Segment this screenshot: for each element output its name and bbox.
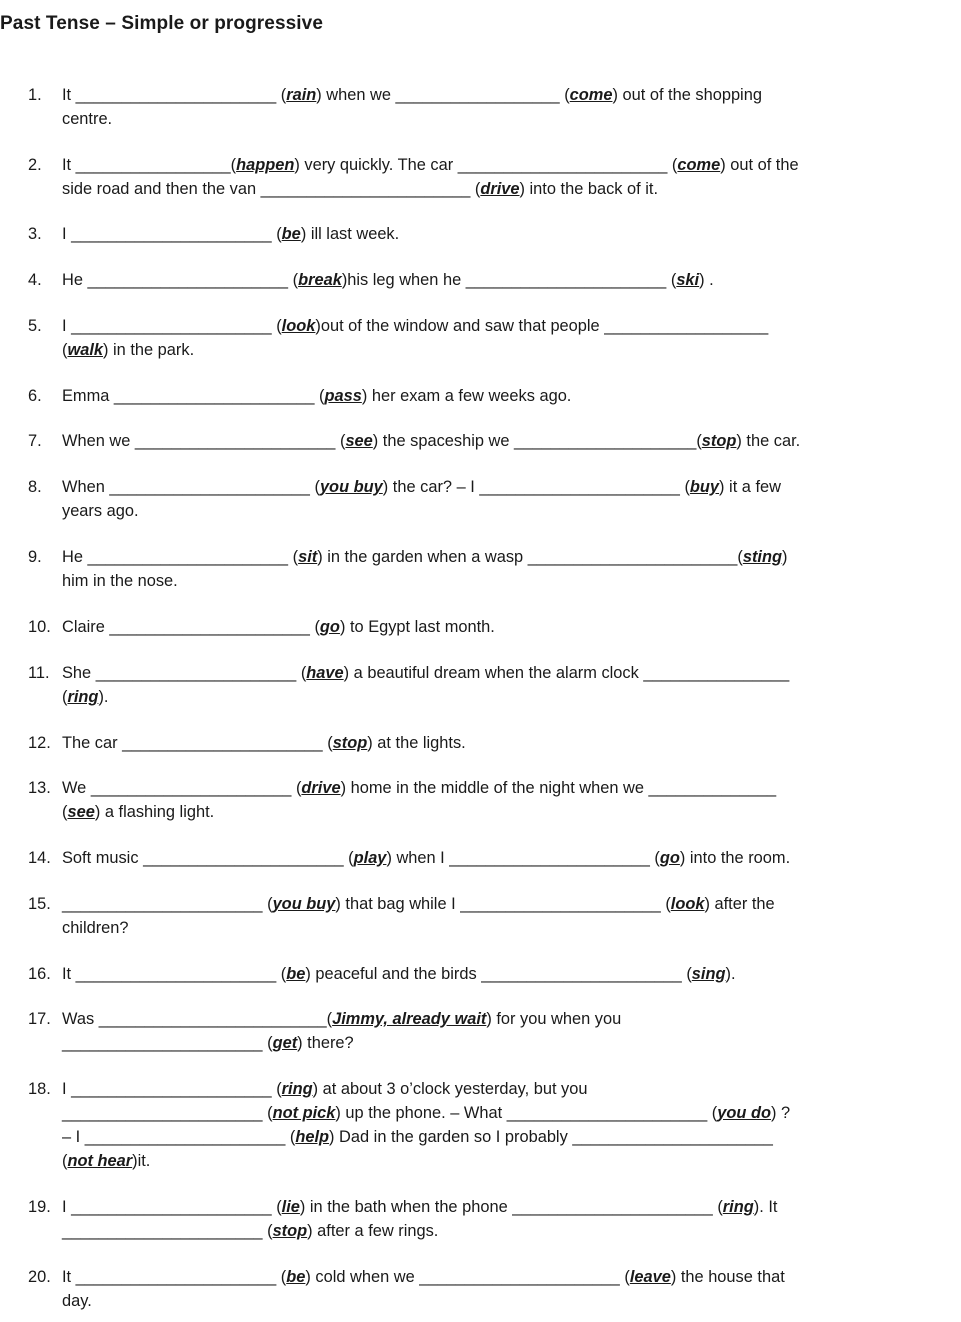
sentence-text: ) after the [704, 895, 775, 913]
verb-prompt: be [281, 225, 301, 243]
verb-prompt: break [298, 271, 342, 289]
question-number: 17. [28, 1010, 51, 1028]
question-line [62, 1125, 900, 1149]
sentence-text: It ______________________ ( [62, 1268, 287, 1286]
verb-prompt: leave [629, 1268, 671, 1286]
sentence-text: ) into the back of it. [519, 180, 659, 198]
question-number: 20. [28, 1268, 51, 1286]
sentence-text: ) . [699, 271, 714, 289]
question-item [0, 384, 900, 408]
question-line [62, 1031, 900, 1055]
sentence-text: him in the nose. [62, 572, 178, 590]
question-number: 3. [28, 225, 42, 243]
question-number: 15. [28, 895, 51, 913]
question-line [62, 1265, 900, 1289]
question-item [0, 1007, 900, 1055]
question-item [0, 222, 900, 246]
verb-prompt: go [659, 849, 680, 867]
sentence-text: ) peaceful and the birds ______________________ ( [305, 965, 692, 983]
verb-prompt: see [345, 432, 373, 450]
question-line [62, 1101, 900, 1125]
sentence-text: Claire ______________________ ( [62, 618, 320, 636]
question-line [62, 846, 900, 870]
question-line [62, 338, 900, 362]
sentence-text: day. [62, 1292, 92, 1310]
question-number: 1. [28, 86, 42, 104]
sentence-text: – I ______________________ ( [62, 1128, 296, 1146]
question-number: 12. [28, 734, 51, 752]
question-number: 14. [28, 849, 51, 867]
question-line [62, 731, 900, 755]
question-number: 4. [28, 271, 42, 289]
sentence-text: ) in the park. [103, 341, 195, 359]
sentence-text: ). It [753, 1198, 778, 1216]
question-line [62, 1007, 900, 1031]
sentence-text: )his leg when he ______________________ ( [341, 271, 677, 289]
sentence-text: ) her exam a few weeks ago. [361, 387, 572, 405]
sentence-text: ) in the garden when a wasp _______________________( [317, 548, 743, 566]
question-text [62, 429, 900, 453]
question-item [0, 153, 900, 201]
verb-prompt: be [286, 965, 306, 983]
verb-prompt: you buy [319, 478, 383, 496]
sentence-text: ) home in the middle of the night when we ______________ [340, 779, 777, 797]
question-line [62, 222, 900, 246]
sentence-text: It ______________________ ( [62, 965, 287, 983]
sentence-text: ( [62, 688, 68, 706]
question-line [62, 545, 900, 569]
question-line [62, 177, 900, 201]
question-number: 6. [28, 387, 42, 405]
question-item [0, 314, 900, 362]
question-line [62, 1195, 900, 1219]
question-item [0, 731, 900, 755]
question-line [62, 916, 900, 940]
question-line [62, 83, 900, 107]
sentence-text: I ______________________ ( [62, 225, 282, 243]
sentence-text: ) into the room. [679, 849, 791, 867]
question-line [62, 384, 900, 408]
question-number: 13. [28, 779, 51, 797]
sentence-text: ) cold when we ______________________ ( [305, 1268, 630, 1286]
sentence-text: ) the house that [670, 1268, 785, 1286]
sentence-text: ) very quickly. The car _______________________ ( [294, 156, 678, 174]
question-number: 7. [28, 432, 42, 450]
sentence-text: Soft music ______________________ ( [62, 849, 354, 867]
question-item [0, 545, 900, 593]
verb-prompt: get [272, 1034, 298, 1052]
question-item [0, 892, 900, 940]
sentence-text: Emma ______________________ ( [62, 387, 325, 405]
verb-prompt: play [353, 849, 387, 867]
verb-prompt: stop [701, 432, 737, 450]
question-line [62, 268, 900, 292]
question-number: 16. [28, 965, 51, 983]
sentence-text: ). [725, 965, 736, 983]
verb-prompt: go [319, 618, 340, 636]
verb-prompt: look [670, 895, 705, 913]
question-text [62, 314, 900, 362]
verb-prompt: sing [691, 965, 726, 983]
question-line [62, 615, 900, 639]
sentence-text: ) after a few rings. [307, 1222, 439, 1240]
question-text [62, 545, 900, 593]
sentence-text: ______________________ ( [62, 895, 273, 913]
verb-prompt: stop [272, 1222, 308, 1240]
sentence-text: I ______________________ ( [62, 1198, 282, 1216]
sentence-text: I ______________________ ( [62, 1080, 282, 1098]
sentence-text: ) the car. [736, 432, 801, 450]
question-text [62, 962, 900, 986]
sentence-text: ). [98, 688, 109, 706]
page-title: Past Tense – Simple or progressive [0, 13, 324, 34]
question-number: 10. [28, 618, 51, 636]
verb-prompt: drive [480, 180, 520, 198]
verb-prompt: you do [717, 1104, 771, 1122]
verb-prompt: ring [722, 1198, 754, 1216]
question-line [62, 1289, 900, 1313]
sentence-text: ( [62, 803, 68, 821]
verb-prompt: be [286, 1268, 306, 1286]
sentence-text: ) in the bath when the phone ______________________ ( [299, 1198, 723, 1216]
sentence-text: She ______________________ ( [62, 664, 307, 682]
question-item [0, 1077, 900, 1173]
question-line [62, 475, 900, 499]
question-line [62, 1077, 900, 1101]
question-item [0, 83, 900, 131]
question-item [0, 962, 900, 986]
sentence-text: ) at the lights. [367, 734, 466, 752]
sentence-text: ( [62, 341, 68, 359]
sentence-text: side road and then the van _______________________ ( [62, 180, 481, 198]
sentence-text: ) out of the shopping [612, 86, 762, 104]
question-item [0, 846, 900, 870]
sentence-text: He ______________________ ( [62, 548, 299, 566]
question-line [62, 661, 900, 685]
sentence-text: When we ______________________ ( [62, 432, 346, 450]
sentence-text: children? [62, 919, 129, 937]
question-text [62, 846, 900, 870]
question-line [62, 776, 900, 800]
verb-prompt: happen [236, 156, 295, 174]
question-text [62, 1195, 900, 1243]
verb-prompt: come [677, 156, 721, 174]
sentence-text: )out of the window and saw that people __________________ [315, 317, 769, 335]
sentence-text: ) ? [770, 1104, 791, 1122]
question-item [0, 615, 900, 639]
question-line [62, 962, 900, 986]
sentence-text: ) it a few [719, 478, 781, 496]
sentence-text: ) Dad in the garden so I probably ______________________ [329, 1128, 773, 1146]
sentence-text: ) when we __________________ ( [316, 86, 570, 104]
question-line [62, 800, 900, 824]
verb-prompt: drive [301, 779, 341, 797]
sentence-text: ) out of the [720, 156, 799, 174]
sentence-text: ) up the phone. – What ______________________ ( [335, 1104, 718, 1122]
question-number: 2. [28, 156, 42, 174]
question-line [62, 892, 900, 916]
verb-prompt: ring [67, 688, 99, 706]
sentence-text: years ago. [62, 502, 139, 520]
question-number: 5. [28, 317, 42, 335]
verb-prompt: pass [324, 387, 362, 405]
question-item [0, 475, 900, 523]
question-item [0, 776, 900, 824]
question-text [62, 222, 900, 246]
sentence-text: ) to Egypt last month. [339, 618, 495, 636]
sentence-text: I ______________________ ( [62, 317, 282, 335]
question-item [0, 268, 900, 292]
sentence-text: ) when I ______________________ ( [386, 849, 660, 867]
sentence-text: We ______________________ ( [62, 779, 302, 797]
question-line [62, 499, 900, 523]
question-item [0, 429, 900, 453]
verb-prompt: help [295, 1128, 330, 1146]
sentence-text: centre. [62, 110, 113, 128]
sentence-text: When ______________________ ( [62, 478, 320, 496]
verb-prompt: rain [286, 86, 317, 104]
question-line [62, 429, 900, 453]
question-number: 11. [28, 664, 50, 682]
question-line [62, 1149, 900, 1173]
sentence-text: He ______________________ ( [62, 271, 299, 289]
question-text [62, 1265, 900, 1313]
question-text [62, 475, 900, 523]
sentence-text: ) a flashing light. [94, 803, 215, 821]
sentence-text: ) for you when you [486, 1010, 622, 1028]
verb-prompt: sit [298, 548, 318, 566]
sentence-text: ( [62, 1152, 68, 1170]
question-text [62, 268, 900, 292]
verb-prompt: see [67, 803, 95, 821]
sentence-text: It _________________( [62, 156, 237, 174]
verb-prompt: stop [332, 734, 368, 752]
question-text [62, 615, 900, 639]
sentence-text: Was _________________________( [62, 1010, 333, 1028]
verb-prompt: sting [742, 548, 782, 566]
sentence-text: ) there? [297, 1034, 354, 1052]
sentence-text: ) that bag while I ______________________ ( [335, 895, 671, 913]
verb-prompt: not pick [272, 1104, 336, 1122]
sentence-text: ) ill last week. [300, 225, 400, 243]
question-text [62, 153, 900, 201]
sentence-text: The car ______________________ ( [62, 734, 333, 752]
verb-prompt: you buy [272, 895, 336, 913]
verb-prompt: walk [67, 341, 104, 359]
question-number: 18. [28, 1080, 51, 1098]
question-text [62, 661, 900, 709]
question-line [62, 569, 900, 593]
verb-prompt: Jimmy, already wait [332, 1010, 487, 1028]
verb-prompt: have [306, 664, 344, 682]
question-text [62, 731, 900, 755]
question-text [62, 892, 900, 940]
question-item [0, 1265, 900, 1313]
sentence-text: ) at about 3 o’clock yesterday, but you [312, 1080, 588, 1098]
sentence-text: )it. [132, 1152, 151, 1170]
question-line [62, 153, 900, 177]
question-number: 8. [28, 478, 42, 496]
sentence-text: ) the car? – I ______________________ ( [382, 478, 690, 496]
sentence-text: ) the spaceship we ____________________( [372, 432, 702, 450]
verb-prompt: lie [281, 1198, 300, 1216]
sentence-text: ______________________ ( [62, 1034, 273, 1052]
question-line [62, 107, 900, 131]
question-line [62, 1219, 900, 1243]
verb-prompt: ski [676, 271, 700, 289]
verb-prompt: look [281, 317, 316, 335]
question-text [62, 83, 900, 131]
verb-prompt: ring [281, 1080, 313, 1098]
question-text [62, 776, 900, 824]
sentence-text: ______________________ ( [62, 1104, 273, 1122]
question-item [0, 1195, 900, 1243]
question-text [62, 1077, 900, 1173]
question-line [62, 685, 900, 709]
question-text [62, 384, 900, 408]
verb-prompt: buy [689, 478, 720, 496]
sentence-text: It ______________________ ( [62, 86, 287, 104]
verb-prompt: come [569, 86, 613, 104]
question-number: 9. [28, 548, 42, 566]
sentence-text: ) [781, 548, 788, 566]
sentence-text: ) a beautiful dream when the alarm clock ________________ [343, 664, 790, 682]
question-item [0, 661, 900, 709]
question-text [62, 1007, 900, 1055]
question-line [62, 314, 900, 338]
question-number: 19. [28, 1198, 51, 1216]
verb-prompt: not hear [67, 1152, 133, 1170]
sentence-text: ______________________ ( [62, 1222, 273, 1240]
